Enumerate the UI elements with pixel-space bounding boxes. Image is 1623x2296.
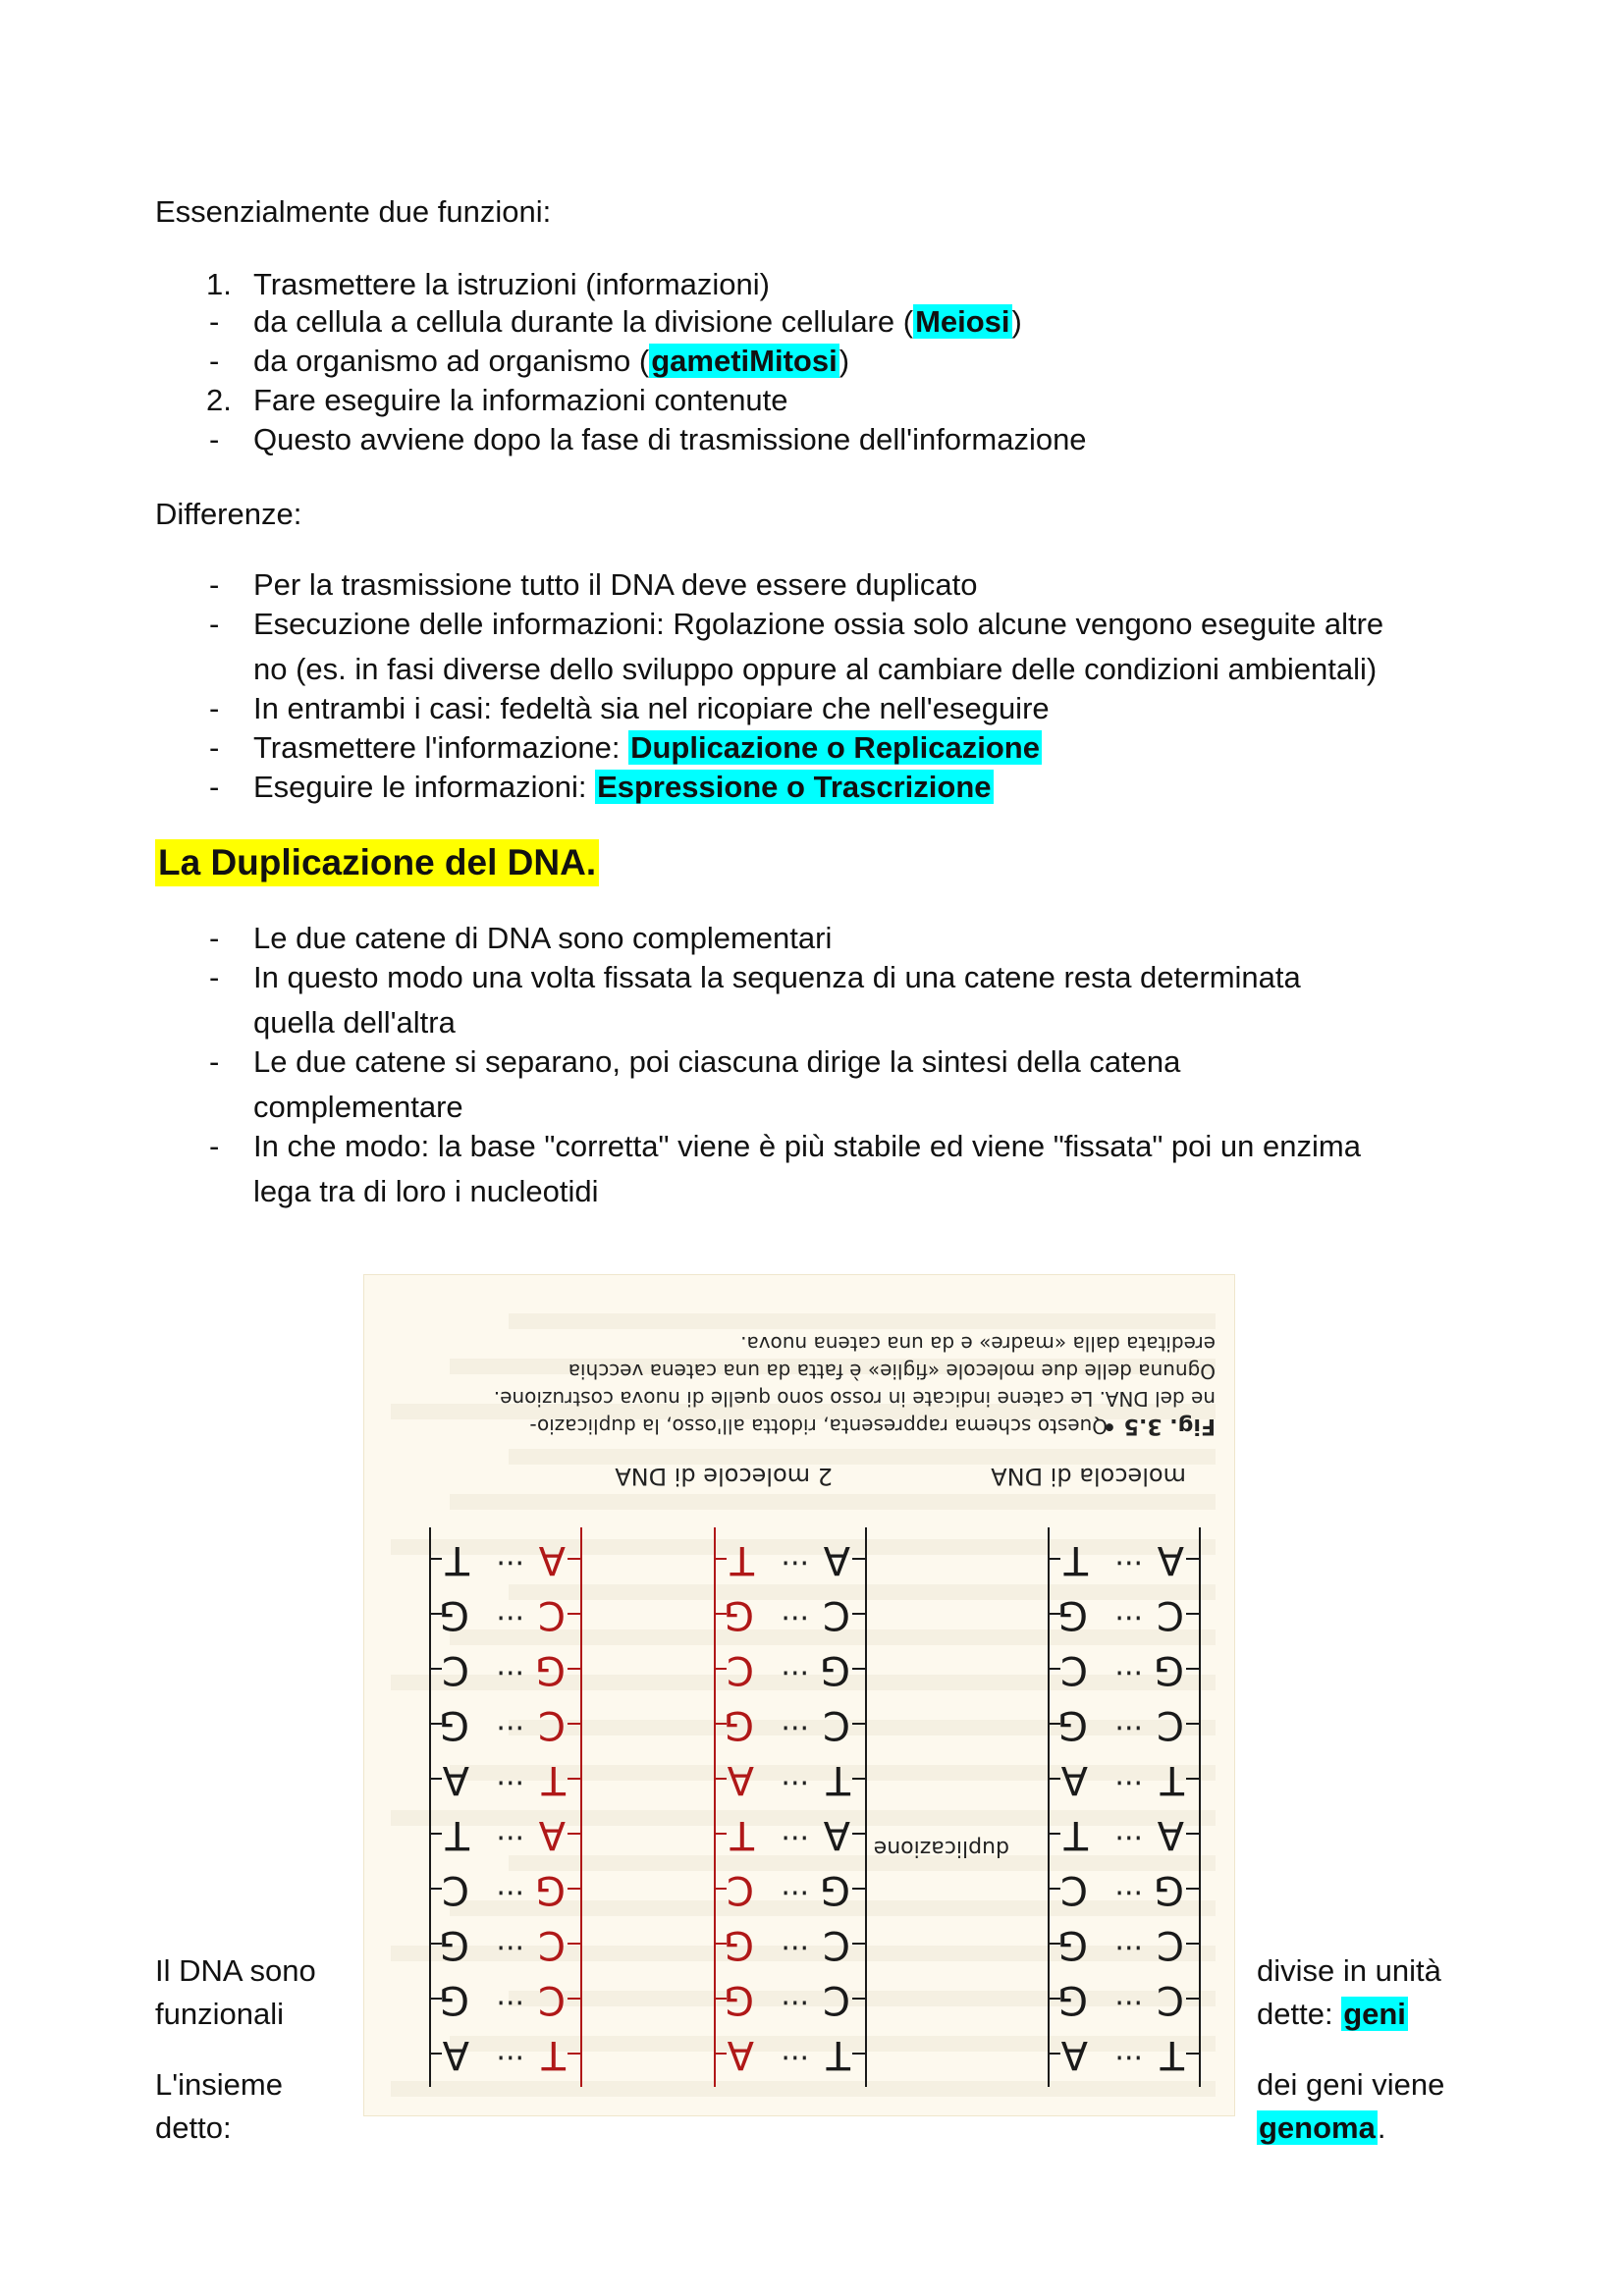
hydrogen-bond: ··· xyxy=(1114,1820,1143,1854)
base-letter: A xyxy=(442,1757,469,1802)
hydrogen-bond: ··· xyxy=(1114,1545,1143,1579)
figure-svg xyxy=(363,1274,1235,2116)
bleed-through-line xyxy=(509,1855,1216,1871)
list-item: Per la trasmissione tutto il DNA deve essere duplicato xyxy=(253,567,978,602)
base-letter: G xyxy=(1057,1702,1088,1747)
base-letter: A xyxy=(1157,1812,1184,1857)
base-letter: T xyxy=(445,1537,469,1582)
side-left-line3: L'insieme xyxy=(155,2067,283,2102)
base-letter: T xyxy=(445,1812,469,1857)
hydrogen-bond: ··· xyxy=(781,1655,809,1689)
list-item-continuation: no (es. in fasi diverse dello sviluppo oppure al cambiare delle condizioni ambientali) xyxy=(253,652,1378,686)
highlight-term: geni xyxy=(1343,1997,1406,2031)
hydrogen-bond: ··· xyxy=(781,1930,809,1964)
highlight-term: Espressione o Trascrizione xyxy=(597,770,992,804)
list-item: In che modo: la base "corretta" viene è più stabile ed viene "fissata" poi un enzima xyxy=(253,1129,1361,1163)
base-letter: T xyxy=(541,2032,566,2077)
base-letter: G xyxy=(439,1702,469,1747)
side-left-line1: Il DNA sono xyxy=(155,1953,316,1988)
hydrogen-bond: ··· xyxy=(781,1875,809,1909)
list-item-continuation: lega tra di loro i nucleotidi xyxy=(253,1174,599,1208)
base-letter: G xyxy=(439,1592,469,1637)
hydrogen-bond: ··· xyxy=(1114,1765,1143,1799)
base-letter: G xyxy=(724,1977,754,2022)
base-letter: G xyxy=(1057,1977,1088,2022)
list-marker: - xyxy=(209,1044,220,1079)
hydrogen-bond: ··· xyxy=(1114,1875,1143,1909)
bleed-through-line xyxy=(450,1494,1216,1510)
base-letter: T xyxy=(1063,1812,1088,1857)
dna-duplication-figure xyxy=(363,1274,1235,2116)
figure-caption-line: ereditata dalla «madre» e da una catena nuova. xyxy=(740,1332,1216,1356)
base-letter: G xyxy=(439,1922,469,1967)
hydrogen-bond: ··· xyxy=(496,1655,524,1689)
list-item: Fare eseguire la informazioni contenute xyxy=(253,383,788,417)
hydrogen-bond: ··· xyxy=(496,1930,524,1964)
hydrogen-bond: ··· xyxy=(1114,1930,1143,1964)
list-item: In entrambi i casi: fedeltà sia nel ricopiare che nell'eseguire xyxy=(253,691,1050,725)
base-letter: T xyxy=(1063,1537,1088,1582)
hydrogen-bond: ··· xyxy=(496,1985,524,2019)
base-letter: C xyxy=(538,1977,566,2022)
figure-caption-line: Questo schema rappresenta, ridotta all'osso, la duplicazio- xyxy=(529,1415,1108,1438)
hydrogen-bond: ··· xyxy=(1114,1655,1143,1689)
list-item: Le due catene di DNA sono complementari xyxy=(253,921,833,955)
list-marker: - xyxy=(209,921,220,955)
hydrogen-bond: ··· xyxy=(496,1545,524,1579)
base-letter: C xyxy=(823,1592,850,1637)
base-letter: A xyxy=(727,1757,754,1802)
hydrogen-bond: ··· xyxy=(1114,1600,1143,1634)
side-right-line3: dei geni viene xyxy=(1257,2067,1445,2102)
list-item xyxy=(253,768,994,807)
list-marker: - xyxy=(209,304,220,339)
base-letter: G xyxy=(535,1647,566,1692)
list-marker: - xyxy=(209,691,220,725)
section-heading: La Duplicazione del DNA. xyxy=(155,839,599,886)
list-marker: - xyxy=(209,567,220,602)
base-letter: T xyxy=(730,1537,754,1582)
base-letter: G xyxy=(820,1647,850,1692)
side-left-line2: funzionali xyxy=(155,1997,284,2031)
list-marker: - xyxy=(209,730,220,765)
base-letter: C xyxy=(823,1702,850,1747)
base-letter: C xyxy=(538,1702,566,1747)
highlight-term: Duplicazione o Replicazione xyxy=(630,730,1040,765)
base-letter: T xyxy=(826,2032,850,2077)
hydrogen-bond: ··· xyxy=(781,1545,809,1579)
list-marker: - xyxy=(209,344,220,378)
base-letter: G xyxy=(1154,1867,1184,1912)
hydrogen-bond: ··· xyxy=(1114,2040,1143,2074)
list-item: Questo avviene dopo la fase di trasmissione dell'informazione xyxy=(253,422,1087,456)
hydrogen-bond: ··· xyxy=(781,2040,809,2074)
differences-title: Differenze: xyxy=(155,497,302,531)
hydrogen-bond: ··· xyxy=(781,1600,809,1634)
base-letter: T xyxy=(826,1757,850,1802)
list-marker: - xyxy=(209,607,220,641)
item-text: Eseguire le informazioni: xyxy=(253,770,596,804)
hydrogen-bond: ··· xyxy=(1114,1710,1143,1744)
base-letter: G xyxy=(535,1867,566,1912)
base-letter: C xyxy=(1060,1647,1088,1692)
hydrogen-bond: ··· xyxy=(781,1765,809,1799)
base-letter: C xyxy=(823,1922,850,1967)
list-item-continuation: quella dell'altra xyxy=(253,1005,456,1040)
list-item xyxy=(253,302,1022,342)
base-letter: G xyxy=(1154,1647,1184,1692)
base-letter: G xyxy=(1057,1922,1088,1967)
base-letter: C xyxy=(538,1922,566,1967)
base-letter: T xyxy=(1160,2032,1184,2077)
bleed-through-line xyxy=(509,1449,1216,1465)
base-letter: G xyxy=(724,1702,754,1747)
base-letter: A xyxy=(823,1812,850,1857)
base-letter: C xyxy=(1157,1977,1184,2022)
list-marker: - xyxy=(209,1129,220,1163)
base-letter: A xyxy=(1157,1537,1184,1582)
bleed-through-line xyxy=(509,1313,1216,1329)
base-letter: A xyxy=(538,1812,566,1857)
side-left-line4: detto: xyxy=(155,2110,232,2145)
base-letter: A xyxy=(727,2032,754,2077)
base-letter: C xyxy=(1157,1702,1184,1747)
hydrogen-bond: ··· xyxy=(496,1710,524,1744)
highlight-term: genoma xyxy=(1259,2110,1376,2145)
intro-text: Essenzialmente due funzioni: xyxy=(155,194,552,229)
hydrogen-bond: ··· xyxy=(496,1820,524,1854)
hydrogen-bond: ··· xyxy=(496,1765,524,1799)
figure-arrow-label: duplicazione xyxy=(873,1836,1009,1860)
list-item: Esecuzione delle informazioni: Rgolazione ossia solo alcune vengono eseguite altre xyxy=(253,607,1384,641)
base-letter: A xyxy=(1060,2032,1088,2077)
base-letter: A xyxy=(1060,1757,1088,1802)
bleed-through-line xyxy=(391,2081,1216,2097)
list-marker: 2. xyxy=(206,383,232,417)
base-letter: C xyxy=(538,1592,566,1637)
list-marker: - xyxy=(209,770,220,804)
base-letter: C xyxy=(727,1647,754,1692)
bleed-through-line xyxy=(509,1584,1216,1600)
highlight-term: gametiMitosi xyxy=(651,344,838,378)
hydrogen-bond: ··· xyxy=(1114,1985,1143,2019)
side-text: dette: xyxy=(1257,1997,1342,2031)
base-letter: C xyxy=(727,1867,754,1912)
item-text: da cellula a cellula durante la divisione cellulare ( xyxy=(253,304,914,339)
base-letter: T xyxy=(730,1812,754,1857)
side-right-line4 xyxy=(1257,2107,1385,2150)
base-letter: C xyxy=(1157,1592,1184,1637)
figure-caption-line: ne del DNA. Le catene indicate in rosso sono quelle di nuova costruzione. xyxy=(493,1387,1216,1411)
base-letter: C xyxy=(823,1977,850,2022)
base-letter: C xyxy=(1157,1922,1184,1967)
base-letter: A xyxy=(538,1537,566,1582)
side-right-line1: divise in unità xyxy=(1257,1953,1441,1988)
item-text-end: ) xyxy=(839,344,850,378)
item-text: da organismo ad organismo ( xyxy=(253,344,650,378)
base-letter: A xyxy=(442,2032,469,2077)
list-marker: - xyxy=(209,960,220,994)
base-letter: C xyxy=(442,1867,469,1912)
hydrogen-bond: ··· xyxy=(781,1820,809,1854)
list-marker: 1. xyxy=(206,267,232,301)
base-letter: G xyxy=(439,1977,469,2022)
hydrogen-bond: ··· xyxy=(496,2040,524,2074)
base-letter: T xyxy=(541,1757,566,1802)
item-text: Trasmettere l'informazione: xyxy=(253,730,629,765)
bleed-through-line xyxy=(509,1720,1216,1735)
hydrogen-bond: ··· xyxy=(781,1710,809,1744)
base-letter: C xyxy=(442,1647,469,1692)
base-letter: C xyxy=(1060,1867,1088,1912)
base-letter: T xyxy=(1160,1757,1184,1802)
side-text: . xyxy=(1377,2110,1386,2145)
hydrogen-bond: ··· xyxy=(781,1985,809,2019)
figure-label-left: molecola di DNA xyxy=(991,1463,1186,1490)
list-item xyxy=(253,728,1042,768)
highlight-term: Meiosi xyxy=(915,304,1010,339)
hydrogen-bond: ··· xyxy=(496,1600,524,1634)
list-marker: - xyxy=(209,422,220,456)
base-letter: G xyxy=(1057,1592,1088,1637)
item-text-end: ) xyxy=(1011,304,1022,339)
base-letter: G xyxy=(820,1867,850,1912)
list-item-continuation: complementare xyxy=(253,1090,463,1124)
list-item: In questo modo una volta fissata la sequenza di una catene resta determinata xyxy=(253,960,1301,994)
figure-caption-label: Fig. 3.5 • xyxy=(1102,1414,1216,1438)
base-letter: A xyxy=(823,1537,850,1582)
figure-caption-line: Ognuna delle due molecole «figlie» è fatta da una catena vecchia xyxy=(568,1360,1216,1383)
figure-label-right: 2 molecole di DNA xyxy=(615,1463,833,1490)
list-item: Trasmettere la istruzioni (informazioni) xyxy=(253,267,771,301)
hydrogen-bond: ··· xyxy=(496,1875,524,1909)
base-letter: G xyxy=(724,1592,754,1637)
list-item: Le due catene si separano, poi ciascuna dirige la sintesi della catena xyxy=(253,1044,1181,1079)
base-letter: G xyxy=(724,1922,754,1967)
list-item xyxy=(253,342,849,381)
side-right-line2 xyxy=(1257,1993,1408,2036)
